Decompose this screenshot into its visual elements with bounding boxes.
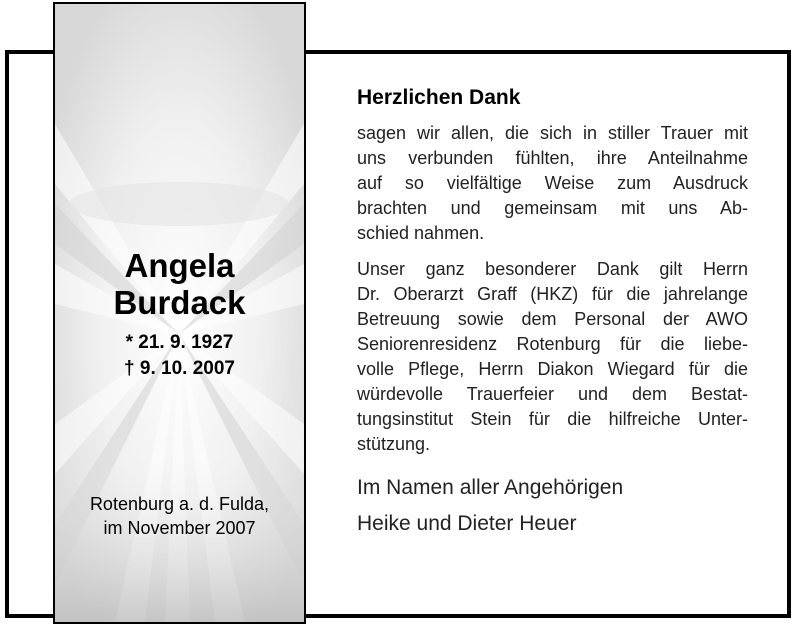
special-thanks-paragraph (357, 257, 748, 457)
deceased-first-name: Angela (124, 247, 235, 284)
paragraph-line: würdevolle Trauerfeier und dem Bestat- (357, 384, 748, 404)
deceased-last-name: Burdack (113, 284, 246, 321)
date-line: im November 2007 (103, 518, 256, 538)
paragraph-line: Unser ganz besonderer Dank gilt Herrn (357, 259, 748, 279)
paragraph-line: uns verbunden fühlten, ihre Anteilnahme (357, 148, 748, 168)
paragraph-line: volle Pflege, Herrn Diakon Wiegard für die (357, 359, 748, 379)
paragraph-line: schied nahmen. (357, 223, 485, 243)
paragraph-line: tungsinstitut Stein für die hilfreiche Unter- (357, 409, 748, 429)
signature-names: Heike und Dieter Heuer (357, 512, 577, 535)
paragraph-line: Seniorenresidenz Rotenburg für die liebe- (357, 334, 748, 354)
paragraph-line: Dr. Oberarzt Graff (HKZ) für die jahrelange (357, 284, 748, 304)
paragraph-line: auf so vielfältige Weise zum Ausdruck (357, 173, 748, 193)
memorial-panel (53, 2, 306, 624)
birth-date: * 21. 9. 1927 (125, 332, 234, 353)
paragraph-line: sagen wir allen, die sich in stiller Trauer mit (357, 123, 748, 143)
place-line: Rotenburg a. d. Fulda, (89, 494, 270, 514)
closing-line: Im Namen aller Angehörigen (357, 476, 624, 499)
paragraph-line: brachten und gemeinsam mit uns Ab- (357, 198, 748, 218)
paragraph-line: stützung. (357, 434, 431, 454)
death-date: † 9. 10. 2007 (124, 358, 235, 379)
paragraph-line: Betreuung sowie dem Personal der AWO (357, 309, 748, 329)
thanks-paragraph (357, 121, 748, 246)
notice-heading: Herzlichen Dank (357, 86, 521, 109)
